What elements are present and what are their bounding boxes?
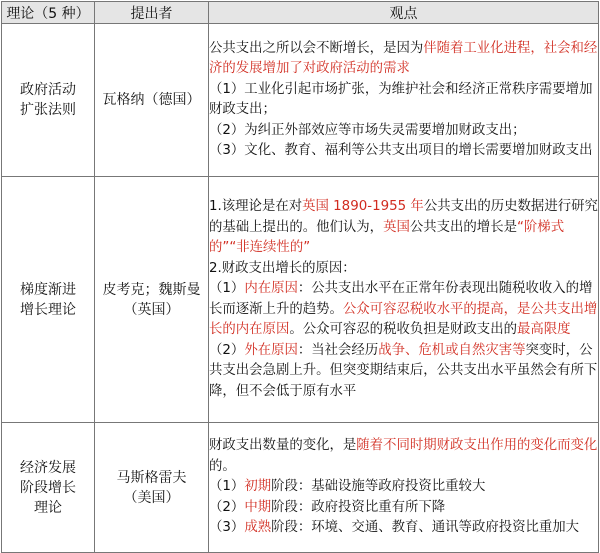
highlighted-text: “阶梯式的”“非连续性的” [209, 219, 565, 255]
highlighted-text: 伴随着工业化进程，社会和经济的发展增加了对政府活动的需求 [209, 40, 598, 76]
highlighted-text: 英国 1890-1955 年 [302, 199, 424, 214]
viewpoint-text: 。公众可容忍的税收负担是财政支出的 [289, 322, 517, 337]
viewpoint-paragraph [209, 518, 598, 539]
table-row [2, 24, 599, 177]
proposer-line: （美国） [123, 489, 180, 506]
theory-name-cell [2, 24, 95, 177]
viewpoint-text: 财政支出数量的变化，是 [209, 438, 357, 454]
proposer-cell [95, 423, 209, 553]
highlighted-text: 内在原因 [244, 281, 298, 296]
viewpoint-text: （2） [209, 342, 245, 358]
viewpoint-paragraph [209, 477, 598, 498]
table-row [2, 177, 599, 423]
viewpoint-paragraph [209, 197, 598, 259]
theory-name-cell [2, 423, 95, 553]
highlighted-text: 中期 [244, 499, 272, 515]
highlighted-text: 最高限度 [516, 322, 571, 337]
proposer-cell [95, 177, 209, 423]
theory-name-line: 政府活动 [20, 82, 76, 98]
viewpoint-text: （2） [209, 499, 245, 515]
theory-table [1, 1, 599, 553]
viewpoint-text: 1.该理论是在对 [209, 199, 303, 214]
viewpoint-paragraph [209, 121, 598, 142]
table-row [2, 423, 599, 553]
viewpoint-paragraph [209, 80, 598, 121]
proposer-line: 瓦格纳（德国） [102, 92, 201, 108]
viewpoint-cell [209, 24, 599, 177]
header-viewpoint: 观点 [209, 2, 599, 24]
viewpoint-paragraph [209, 436, 598, 477]
viewpoint-text: 阶段：政府投资比重有所下降 [271, 499, 446, 515]
viewpoint-cell [209, 423, 599, 553]
viewpoint-paragraph [209, 39, 598, 80]
viewpoint-text: 公共支出之所以会不断增长，是因为 [209, 40, 424, 56]
highlighted-text: 战争、危机或自然灾害等 [378, 342, 526, 358]
theory-name-line: 梯度渐进 [20, 281, 76, 298]
viewpoint-text: 公共支出的历史数据进行研究的基础上提出的。他们认为， [209, 199, 598, 235]
viewpoint-text: 阶段：基础设施等政府投资比重较大 [271, 479, 486, 495]
highlighted-text: 公众可容忍税收水平的提高，是公共支出增长的内在原因 [209, 301, 598, 337]
viewpoint-text: （1） [209, 281, 245, 296]
header-proposer: 提出者 [95, 2, 209, 24]
viewpoint-text: （2）为纠正外部效应等市场失灵需要增加财政支出； [209, 122, 526, 138]
viewpoint-text: 公共支出的增长是 [409, 219, 517, 235]
highlighted-text: 随着不同时期财政支出作用的变化而变化 [356, 438, 598, 454]
viewpoint-text: 突变时，公共支出会急剧上升。但突变期结束后，公共支出水平虽然会有所下降，但不会低于原有水平 [209, 342, 598, 399]
proposer-cell [95, 24, 209, 177]
theory-name-line: 扩张法则 [20, 102, 76, 118]
highlighted-text: 初期 [244, 479, 272, 495]
header-theory: 理论（5 种） [2, 2, 95, 24]
viewpoint-text: （3）文化、教育、福利等公共支出项目的增长需要增加财政支出 [209, 143, 593, 158]
viewpoint-paragraph [209, 279, 598, 341]
theory-name-line: 理论 [34, 499, 62, 516]
viewpoint-paragraph [209, 341, 598, 403]
theory-name-line: 阶段增长 [20, 479, 76, 496]
theory-name-line: 增长理论 [20, 301, 76, 318]
viewpoint-paragraph [209, 498, 598, 519]
viewpoint-text: 的。 [209, 458, 236, 474]
viewpoint-text: （1） [209, 479, 245, 495]
viewpoint-paragraph [209, 259, 598, 280]
proposer-line: 马斯格雷夫 [116, 469, 187, 486]
viewpoint-text: （1）工业化引起市场扩张，为维护社会和经济正常秩序需要增加财政支出； [209, 81, 593, 117]
viewpoint-text: （3） [209, 520, 245, 536]
viewpoint-text: 阶段：环境、交通、教育、通讯等政府投资比重加大 [271, 520, 580, 536]
viewpoint-text: ：公共支出水平在正常年份表现出随税收收入的增长而逐渐上升的趋势。 [209, 281, 593, 317]
highlighted-text: 外在原因 [244, 342, 298, 358]
highlighted-text: 英国 [383, 219, 410, 235]
proposer-line: 皮考克；魏斯曼 [102, 281, 201, 298]
highlighted-text: 成熟 [244, 520, 272, 536]
viewpoint-paragraph [209, 141, 598, 162]
viewpoint-text: 2.财政支出增长的原因： [209, 260, 356, 276]
table-header-row [2, 2, 599, 24]
viewpoint-text: ：当社会经历 [297, 342, 379, 358]
theory-name-cell [2, 177, 95, 423]
viewpoint-cell [209, 177, 599, 423]
proposer-line: （英国） [123, 301, 180, 318]
theory-name-line: 经济发展 [20, 459, 76, 476]
